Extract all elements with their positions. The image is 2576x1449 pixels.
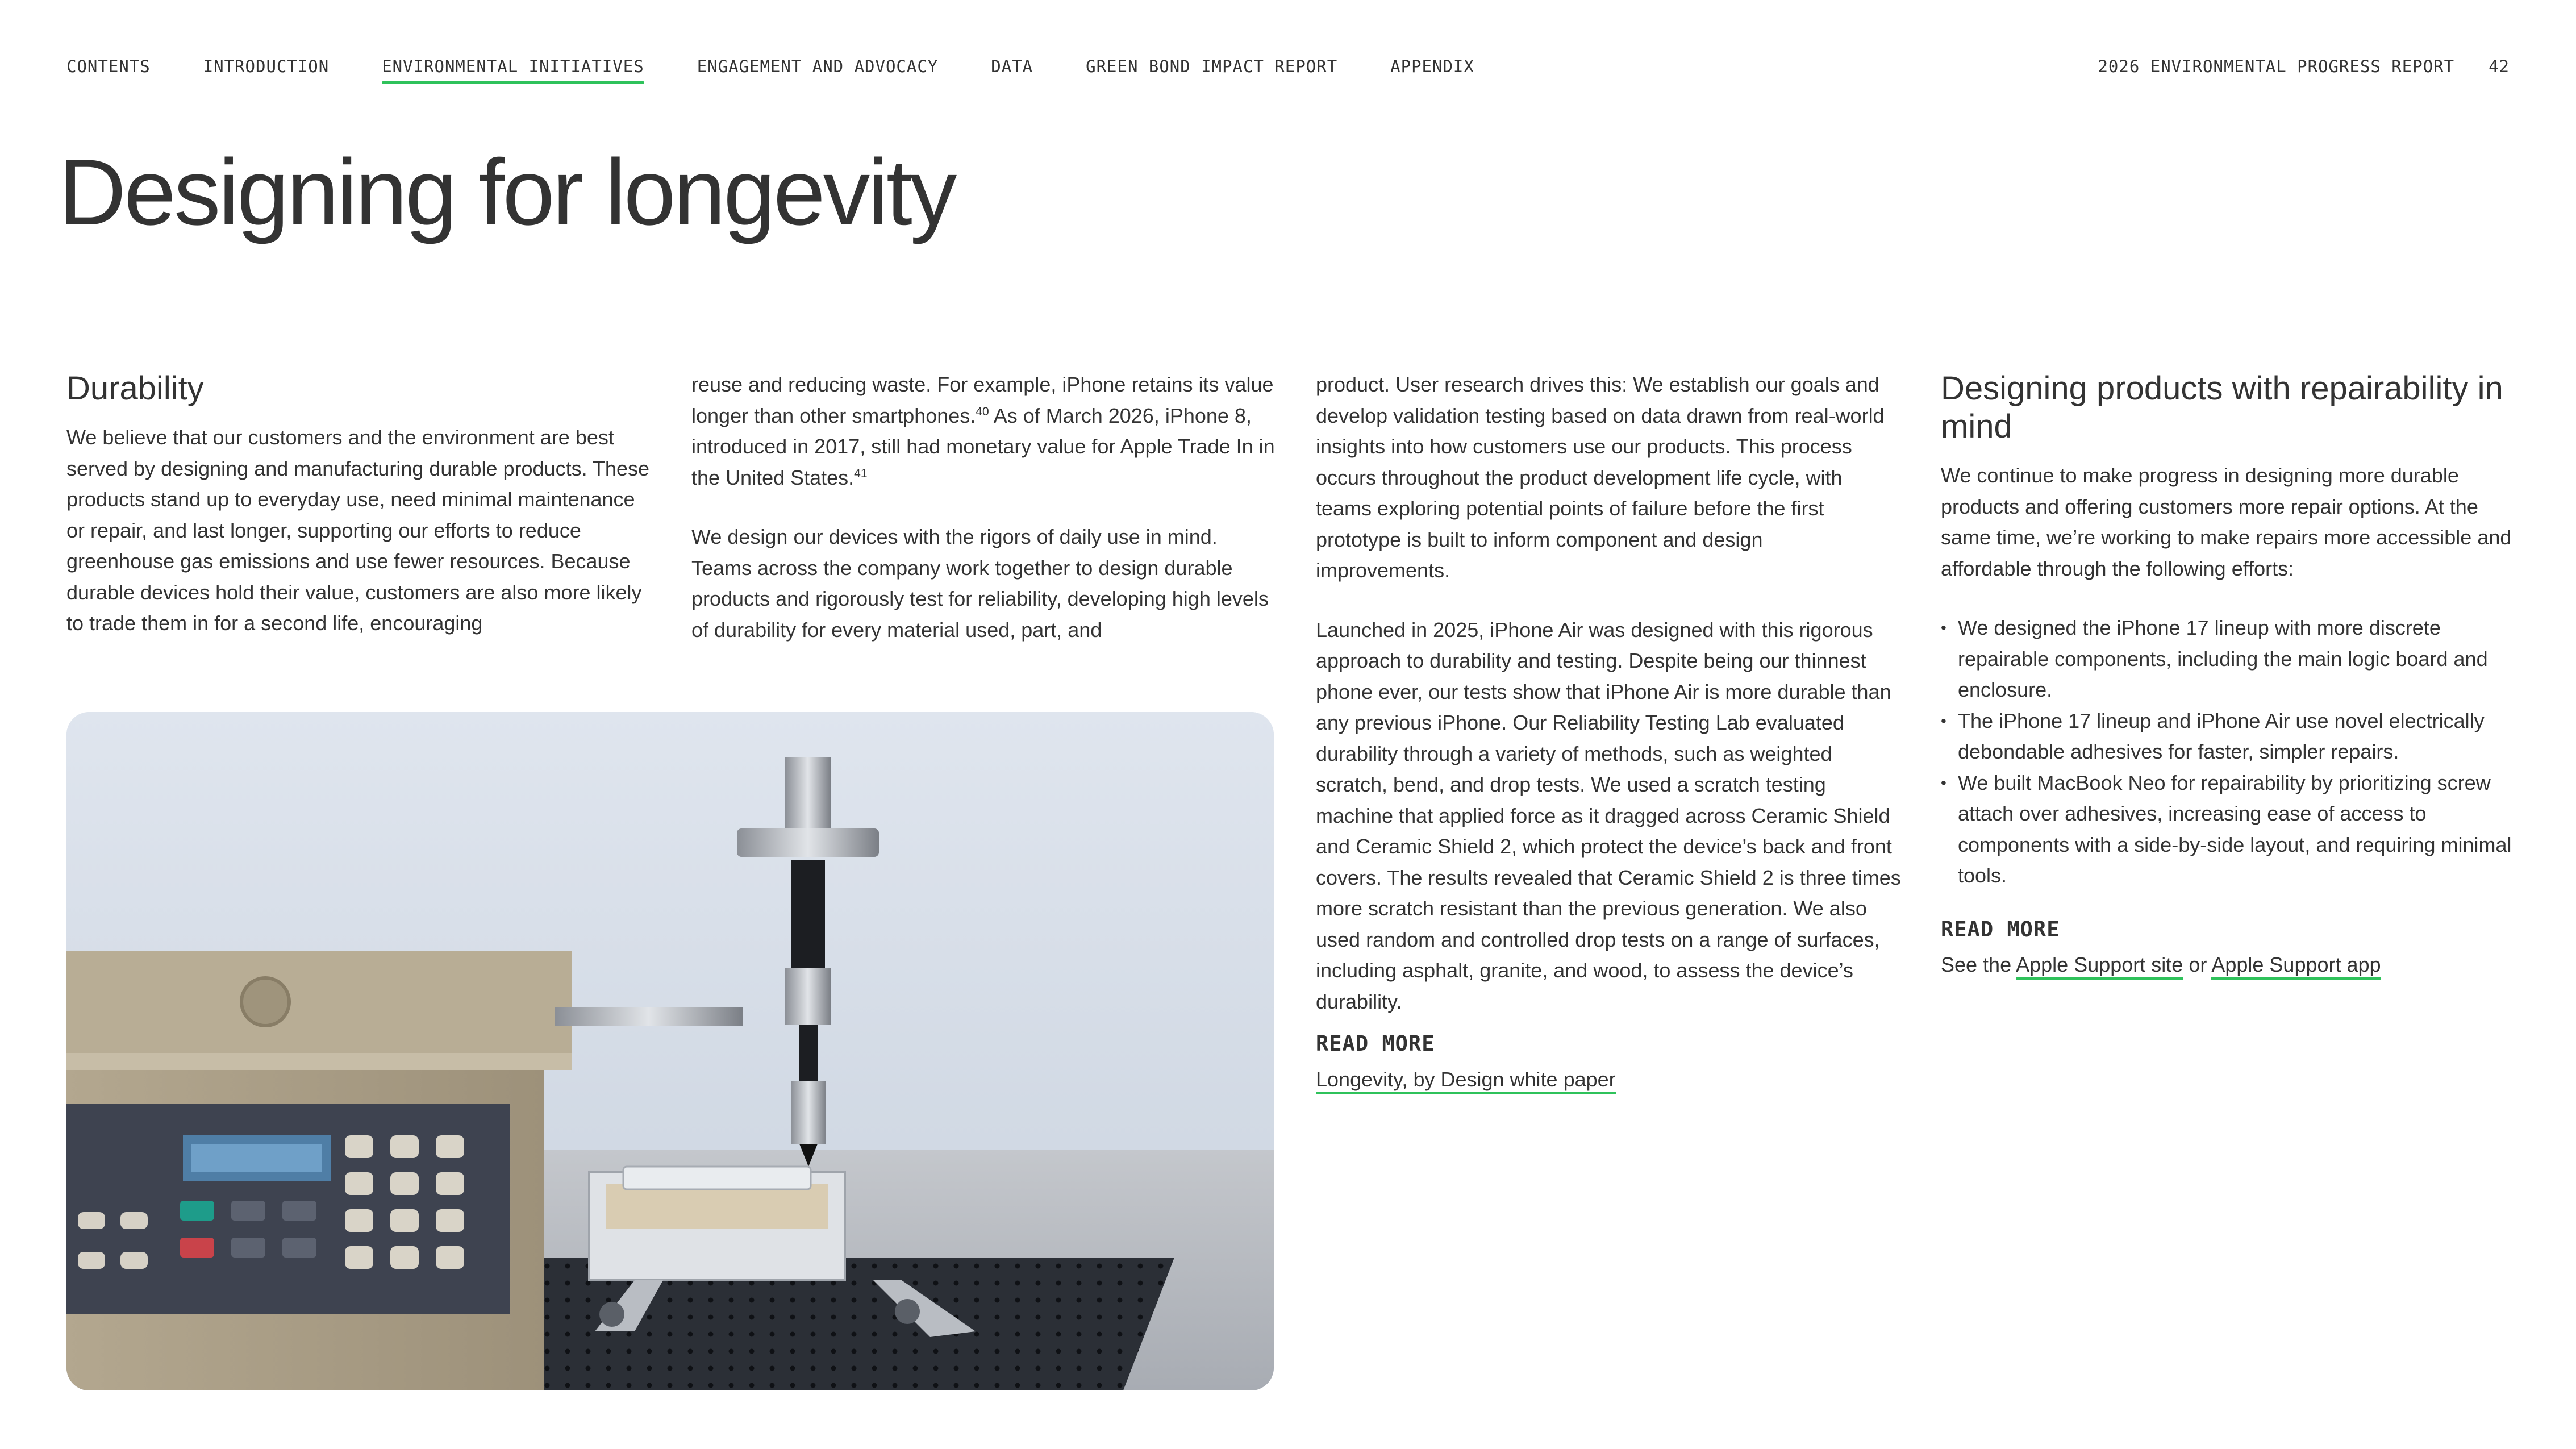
nav-item-environmental-initiatives[interactable]: ENVIRONMENTAL INITIATIVES	[382, 57, 644, 76]
column-3	[1316, 369, 1901, 1095]
footnote-41: 41	[854, 467, 868, 480]
nav-items	[66, 57, 1474, 76]
nav-item-data[interactable]: DATA	[991, 57, 1033, 76]
read-more-label: READ MORE	[1941, 917, 2060, 942]
list-item: • We designed the iPhone 17 lineup with more discrete repairable components, including the main logic board and enclosure.	[1941, 613, 2526, 706]
durability-heading: Durability	[66, 370, 204, 407]
nav-item-introduction[interactable]: INTRODUCTION	[203, 57, 330, 76]
column-2	[691, 369, 1277, 674]
apple-support-app-link[interactable]: Apple Support app	[2211, 953, 2381, 980]
repairability-list	[1941, 613, 2526, 892]
support-links	[1941, 950, 2526, 981]
durability-paragraph-1-part-2	[691, 369, 1277, 493]
footnote-40: 40	[976, 405, 989, 418]
read-more-links	[1316, 1064, 1901, 1096]
top-navigation	[66, 57, 2510, 85]
durability-paragraph-2-part-2: product. User research drives this: We establish our goals and develop validation testing based on data drawn from real-world insights into how customers use our products. This process occurs throughout the product development life cycle, with teams exploring potential points of failure before the first prototype is built to inform component and design improvements.	[1316, 373, 1885, 582]
report-title: 2026 ENVIRONMENTAL PROGRESS REPORT	[2098, 57, 2455, 76]
repairability-intro: We continue to make progress in designing more durable products and offering customers more repair options. At the same time, we’re working to make repairs more accessible and affordable through the following efforts:	[1941, 464, 2512, 580]
page-number: 42	[2489, 57, 2510, 76]
column-1	[66, 369, 652, 668]
report-header	[2098, 57, 2510, 76]
read-more-label: READ MORE	[1316, 1031, 1435, 1056]
list-item: • We built MacBook Neo for repairability by prioritizing screw attach over adhesives, increasing ease of access to components with a side-by-side layout, and requiring minimal tools.	[1941, 768, 2526, 892]
nav-item-contents[interactable]: CONTENTS	[66, 57, 151, 76]
nav-item-engagement-and-advocacy[interactable]: ENGAGEMENT AND ADVOCACY	[697, 57, 939, 76]
durability-text: As of March 2026, iPhone 8, introduced in 2017, still had monetary value for Apple Trade In in the United States.	[691, 403, 1275, 489]
column-4	[1941, 369, 2526, 981]
nav-item-green-bond-impact-report[interactable]: GREEN BOND IMPACT REPORT	[1086, 57, 1338, 76]
apple-support-site-link[interactable]: Apple Support site	[2016, 953, 2183, 980]
repairability-heading: Designing products with repairability in mind	[1941, 370, 2503, 445]
list-item: • The iPhone 17 lineup and iPhone Air use novel electrically debondable adhesives for faster, simpler repairs.	[1941, 706, 2526, 768]
nav-item-appendix[interactable]: APPENDIX	[1390, 57, 1474, 76]
durability-paragraph-2-part-1: We design our devices with the rigors of daily use in mind. Teams across the company work together to design durable products and rigorously test for reliability, developing high levels of durability for every material used, part, and	[691, 525, 1269, 642]
see-prefix: See the	[1941, 953, 2016, 976]
or-text: or	[2183, 953, 2212, 976]
durability-text: reuse and reducing waste. For example, iPhone retains its value longer than other smartphones.	[691, 373, 1274, 427]
longevity-white-paper-link[interactable]: Longevity, by Design white paper	[1316, 1068, 1616, 1094]
durability-paragraph-1-part-1: We believe that our customers and the environment are best served by designing and manufacturing durable products. These products stand up to everyday use, need minimal maintenance or repair, and last longer, supporting our efforts to reduce greenhouse gas emissions and use fewer resources. Because durable devices hold their value, customers are also more likely to trade them in for a second life, encouraging	[66, 426, 649, 635]
scratch-testing-machine-photo	[66, 712, 1274, 1390]
page-title: Designing for longevity	[59, 140, 955, 244]
scratch-testing-machine-image	[66, 712, 1274, 1390]
iphone-air-paragraph: Launched in 2025, iPhone Air was designed with this rigorous approach to durability and testing. Despite being our thinnest phone ever, our tests show that iPhone Air is more durable than any previous iPhone. Our Reliability Testing Lab evaluated durability through a variety of methods, such as weighted scratch, bend, and drop tests. We used a scratch testing machine that applied force as it dragged across Ceramic Shield and Ceramic Shield 2, which protect the device’s back and front covers. The results revealed that Ceramic Shield 2 is three times more scratch resistant than the previous generation. We also used random and controlled drop tests on a range of surfaces, including asphalt, granite, and wood, to assess the device’s durability.	[1316, 618, 1901, 1013]
